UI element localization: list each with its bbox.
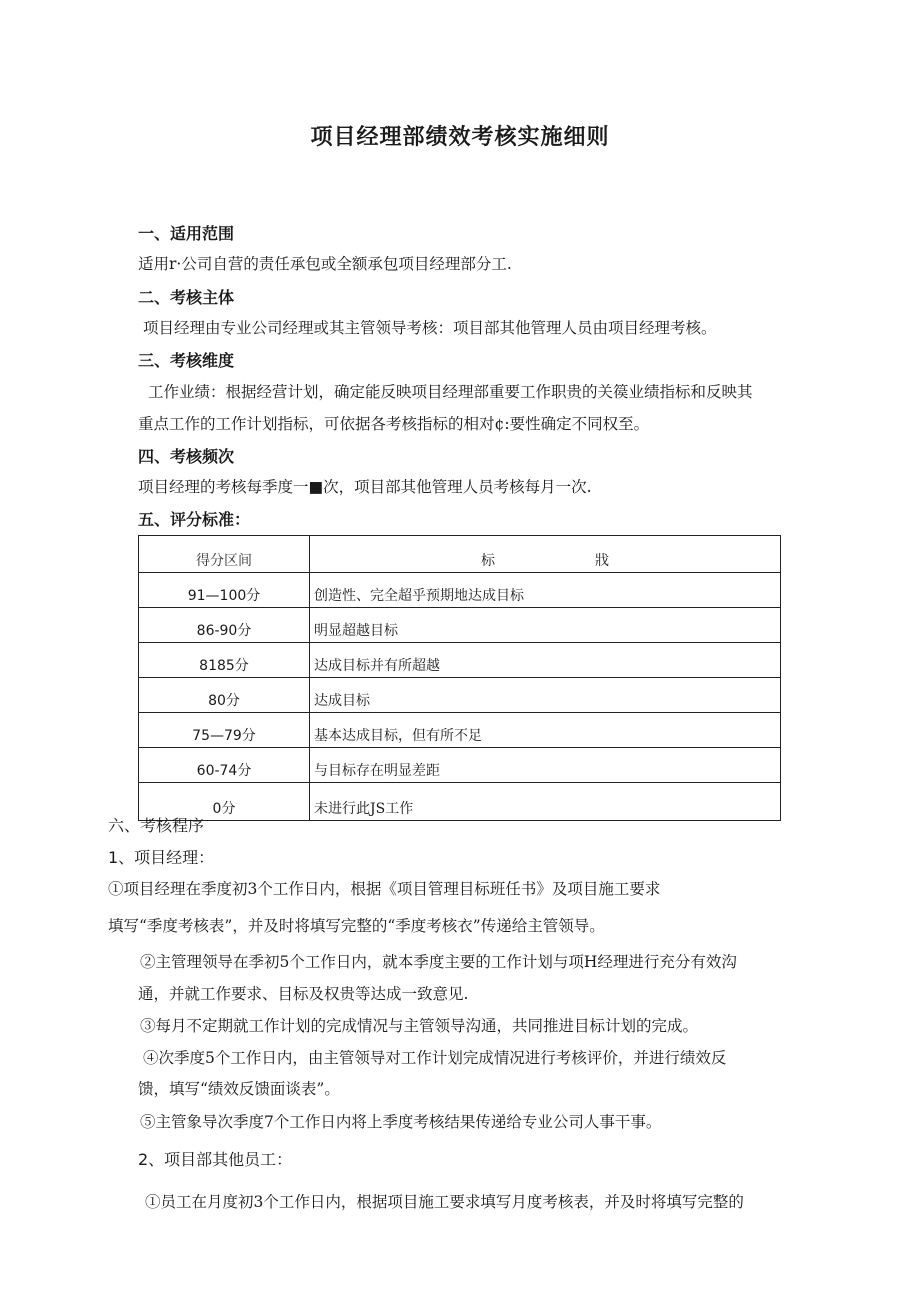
- score-desc: 达成目标: [310, 678, 781, 713]
- table-row: [139, 608, 781, 643]
- score-range: 60-74分: [139, 748, 310, 783]
- table-row: [139, 748, 781, 783]
- score-desc: 明显超越目标: [310, 608, 781, 643]
- score-desc: 与目标存在明显差距: [310, 748, 781, 783]
- section-text-dimension-line2: 重点工作的工作计划指标，可依据各考核指标的相对¢:要性确定不同权至。: [138, 415, 650, 433]
- procedure-pm-step3: ③每月不定期就工作计划的完成情况与主管领导沟通，共同推进目标计划的完成。: [140, 1017, 699, 1035]
- procedure-pm-step1-line1: ①项目经理在季度初3个工作日内，根据《项目管理目标班任书》及项目施工要求: [108, 880, 661, 898]
- section-heading-subject: 二、考核主体: [138, 288, 235, 307]
- section-text-frequency: 项目经理的考核每季度一■次，项目部其他管理人员考核每月一次.: [138, 478, 592, 496]
- procedure-staff-step1: ①员工在月度初3个工作日内，根据项目施工要求填写月度考核表，并及时将填写完整的: [145, 1193, 744, 1211]
- score-range: 8185分: [139, 643, 310, 678]
- header-standard-a: 标: [481, 553, 495, 569]
- table-row: [139, 713, 781, 748]
- procedure-pm-step5: ⑤主管象导次季度7个工作日内将上季度考核结果传递给专业公司人事干事。: [140, 1113, 662, 1131]
- score-range: 80分: [139, 678, 310, 713]
- section-heading-frequency: 四、考核频次: [138, 447, 235, 466]
- header-standard-b: 戕: [595, 553, 609, 569]
- score-desc: 达成目标并有所超越: [310, 643, 781, 678]
- section-text-dimension-line1: 工作业绩：根据经营计划，确定能反映项目经理部重要工作职贵的关篌业绩指标和反映其: [148, 383, 753, 401]
- procedure-pm-step2-line2: 通，并就工作要求、目标及权贵等达成一致意见.: [138, 985, 469, 1003]
- table-row: [139, 643, 781, 678]
- score-desc: 基本达成目标，但有所不足: [310, 713, 781, 748]
- section-heading-scope: 一、适用范围: [138, 224, 235, 243]
- table-row: [139, 573, 781, 608]
- procedure-pm-step4-line2: 馈，填写“绩效反馈面谈表”。: [138, 1080, 340, 1098]
- procedure-pm-step4-line1: ④次季度5个工作日内，由主管领导对工作计划完成情况进行考核评价，并进行绩效反: [143, 1049, 727, 1067]
- score-table: [138, 535, 781, 821]
- table-row: [139, 783, 781, 821]
- procedure-pm-step2-line1: ②主管理领导在季初5个工作日内，就本季度主要的工作计划与项H经理进行充分有效沟: [140, 953, 737, 971]
- procedure-pm-step1-line2: 填写“季度考核表”，并及时将填写完整的“季度考核衣”传递给主管领导。: [108, 917, 605, 935]
- table-header-row: [139, 536, 781, 573]
- header-standard: [310, 536, 781, 573]
- section-heading-dimension: 三、考核维度: [138, 351, 235, 370]
- procedure-staff-title: 2、项目部其他员工：: [138, 1150, 293, 1169]
- score-desc: 未进行此JS工作: [310, 783, 781, 821]
- score-range: 75—79分: [139, 713, 310, 748]
- section-text-subject: 项目经理由专业公司经理或其主管领导考核：项目部其他管理人员由项目经理考核。: [143, 319, 717, 337]
- section-heading-criteria: 五、评分标准：: [138, 510, 251, 529]
- page-title: 项目经理部绩效考核实施细则: [310, 125, 610, 150]
- score-range: 86-90分: [139, 608, 310, 643]
- section-heading-procedure: 六、考核程序: [108, 816, 205, 835]
- section-text-scope: 适用r·公司自营的责任承包或全额承包项目经理部分工.: [138, 255, 512, 273]
- score-range: 91—100分: [139, 573, 310, 608]
- table-row: [139, 678, 781, 713]
- procedure-pm-title: 1、项目经理：: [108, 848, 215, 867]
- score-desc: 创造性、完全超乎预期地达成目标: [310, 573, 781, 608]
- score-range: 0分: [139, 783, 310, 821]
- header-range: 得分区间: [139, 536, 310, 573]
